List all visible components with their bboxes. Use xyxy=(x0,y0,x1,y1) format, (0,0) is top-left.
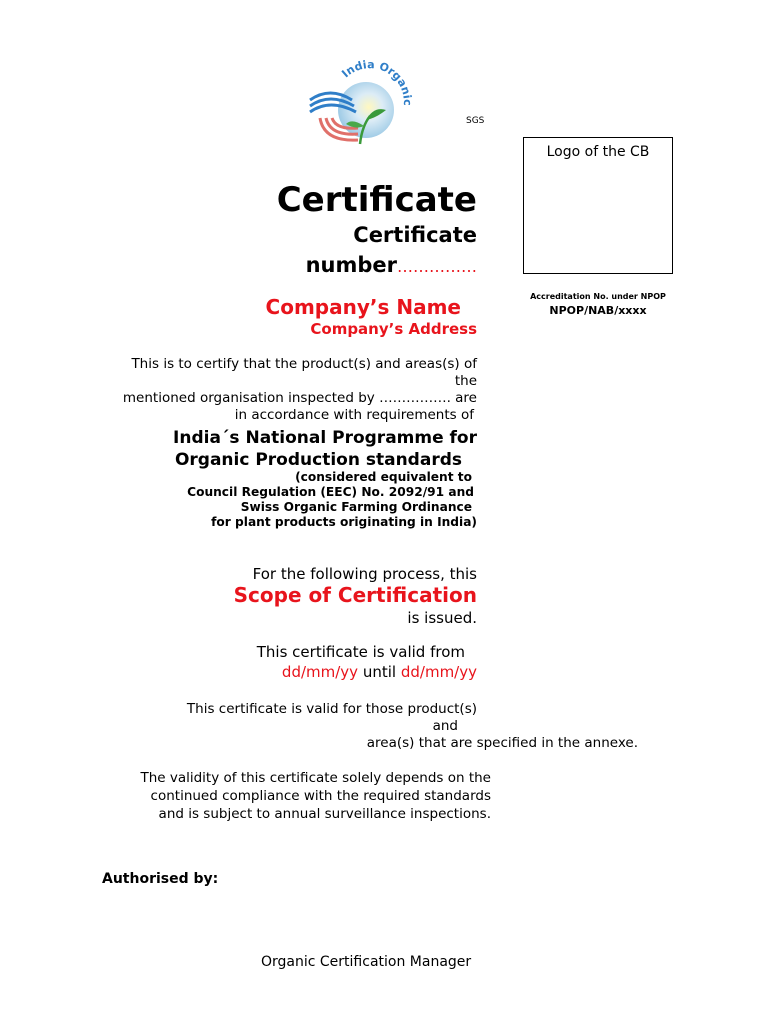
sgs-label: SGS xyxy=(466,116,485,126)
accreditation-label: Accreditation No. under NPOP xyxy=(530,292,666,301)
certificate-title: Certificate xyxy=(276,180,477,220)
conditions-line: continued compliance with the required standards xyxy=(150,788,491,804)
valid-from-label: This certificate is valid from xyxy=(256,643,465,661)
certify-line: mentioned organisation inspected by ……………. are xyxy=(122,390,477,406)
certify-line: This is to certify that the product(s) and areas(s) of xyxy=(131,356,477,372)
signatory-title: Organic Certification Manager xyxy=(261,954,472,970)
conditions-line: The validity of this certificate solely depends on the xyxy=(140,770,491,786)
valid-from-date: dd/mm/yy xyxy=(281,663,359,681)
equivalence-line: (considered equivalent to xyxy=(295,470,472,484)
valid-products-statement xyxy=(186,701,638,752)
certify-line: the xyxy=(454,373,477,389)
process-intro: For the following process, this xyxy=(252,565,477,583)
india-organic-logo xyxy=(300,56,412,156)
authorised-by-label: Authorised by: xyxy=(102,871,219,887)
valid-until-date: dd/mm/yy xyxy=(400,663,477,681)
validity-dates xyxy=(282,663,477,681)
products-line: and xyxy=(432,718,458,734)
company-address: Company’s Address xyxy=(310,320,477,338)
logo-text: India Organ xyxy=(339,58,412,97)
equivalence-note xyxy=(187,470,477,530)
equivalence-line: Swiss Organic Farming Ordinance xyxy=(240,500,472,514)
certificate-number-line xyxy=(306,253,477,277)
products-line: area(s) that are specified in the annexe. xyxy=(366,735,638,751)
cb-logo-label: Logo of the CB xyxy=(546,144,650,160)
programme-line-2: Organic Production standards xyxy=(174,450,462,470)
certificate-number-word: number xyxy=(305,253,397,277)
programme-line-1: India´s National Programme for xyxy=(173,428,477,448)
certify-line: in accordance with requirements of xyxy=(234,407,474,423)
scope-of-certification: Scope of Certification xyxy=(233,583,477,607)
certificate-number-label: Certificate xyxy=(353,223,477,247)
scope-issued: is issued. xyxy=(407,609,477,627)
until-word: until xyxy=(362,663,397,681)
certify-statement xyxy=(123,356,477,424)
products-line: This certificate is valid for those product(s) xyxy=(186,701,477,717)
company-name: Company’s Name xyxy=(265,295,461,319)
equivalence-line: for plant products originating in India) xyxy=(211,515,477,529)
accreditation-number: NPOP/NAB/xxxx xyxy=(549,304,647,317)
conditions-line: and is subject to annual surveillance inspections. xyxy=(158,806,491,822)
equivalence-line: Council Regulation (EEC) No. 2092/91 and xyxy=(187,485,474,499)
validity-conditions xyxy=(140,769,491,823)
certificate-number-placeholder: …………… xyxy=(397,257,477,276)
